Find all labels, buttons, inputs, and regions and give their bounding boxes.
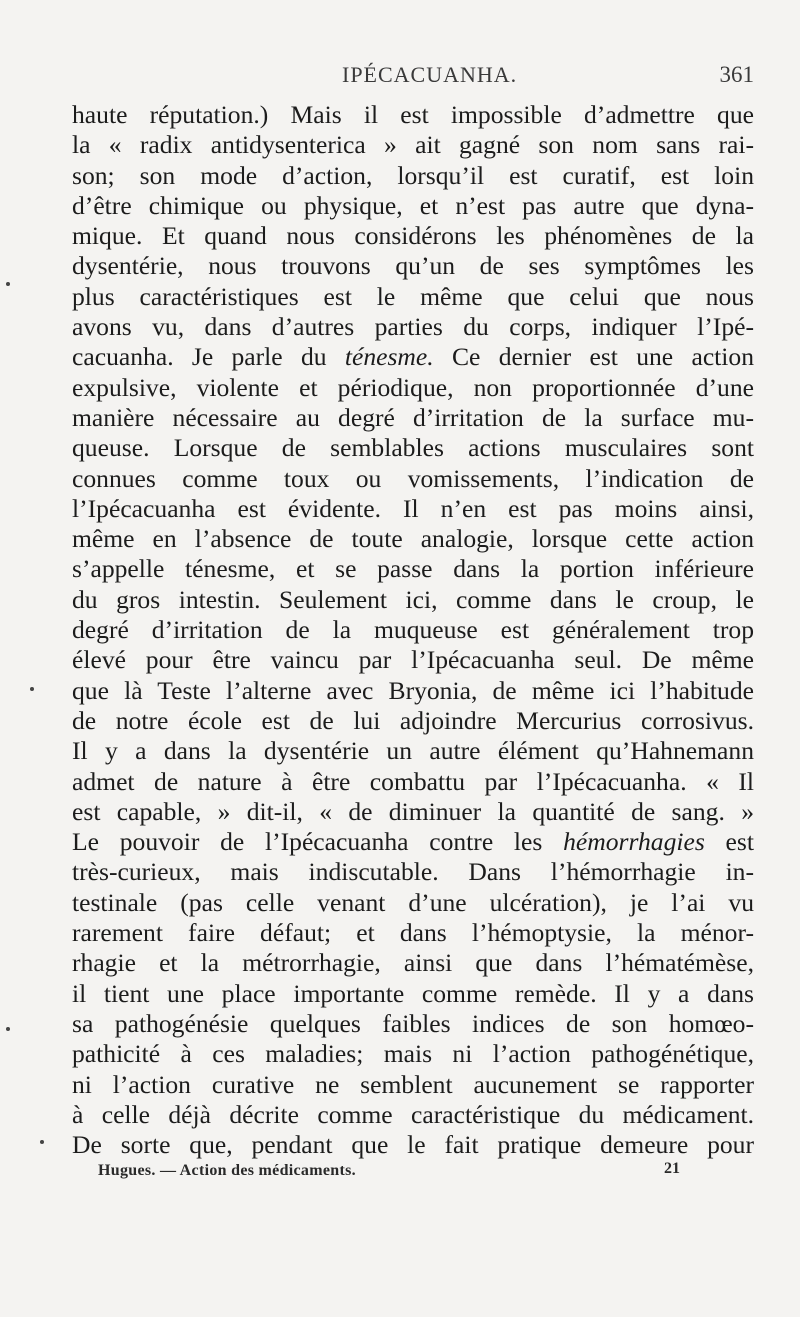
margin-speck bbox=[40, 1140, 44, 1144]
text-line: haute réputation.) Mais il est impossible d’admettre que bbox=[72, 100, 754, 129]
text-line: s’appelle ténesme, et se passe dans la portion inférieure bbox=[72, 554, 754, 584]
text-line: testinale (pas celle venant d’une ulcération), je l’ai vu bbox=[72, 887, 754, 917]
text-line: même en l’absence de toute analogie, lorsque cette action bbox=[72, 524, 754, 554]
text-line: admet de nature à être combattu par l’Ipécacuanha. « Il bbox=[72, 766, 754, 796]
text-line: mique. Et quand nous considérons les phénomènes de la bbox=[72, 221, 754, 251]
text-line: rhagie et la métrorrhagie, ainsi que dans l’hématémèse, bbox=[72, 948, 754, 978]
text-line: de notre école est de lui adjoindre Mercurius corrosivus. bbox=[72, 705, 754, 735]
page-header bbox=[72, 52, 754, 96]
text-line: ni l’action curative ne semblent aucunement se rapporter bbox=[72, 1069, 754, 1099]
margin-speck bbox=[6, 1027, 10, 1031]
italic-term: hémorrhagies bbox=[563, 827, 705, 857]
text-line: plus caractéristiques est le même que celui que nous bbox=[72, 281, 754, 311]
text-line: avons vu, dans d’autres parties du corps, indiquer l’Ipé- bbox=[72, 312, 754, 342]
text-line: Il y a dans la dysentérie un autre élément qu’Hahnemann bbox=[72, 736, 754, 766]
text-line: son; son mode d’action, lorsqu’il est curatif, est loin bbox=[72, 160, 754, 190]
text-line: d’être chimique ou physique, et n’est pas autre que dyna- bbox=[72, 190, 754, 220]
text-line: sa pathogénésie quelques faibles indices de son homœo- bbox=[72, 1008, 754, 1038]
text-line: rarement faire défaut; et dans l’hémoptysie, la ménor- bbox=[72, 918, 754, 948]
text-line: il tient une place importante comme remède. Il y a dans bbox=[72, 978, 754, 1008]
signature-line: Hugues. — Action des médicaments. bbox=[98, 1162, 356, 1180]
text-line: cacuanha. Je parle du ténesme. Ce dernier est une action bbox=[72, 342, 754, 372]
text-line: du gros intestin. Seulement ici, comme dans le croup, le bbox=[72, 584, 754, 614]
running-head: IPÉCACUANHA. bbox=[342, 62, 518, 87]
text-line: pathicité à ces maladies; mais ni l’action pathogénétique, bbox=[72, 1039, 754, 1069]
margin-speck bbox=[30, 687, 34, 691]
text-line: très-curieux, mais indiscutable. Dans l’hémorrhagie in- bbox=[72, 857, 754, 887]
text-line: élevé pour être vaincu par l’Ipécacuanha seul. De même bbox=[72, 645, 754, 675]
text-line: que là Teste l’alterne avec Bryonia, de même ici l’habitude bbox=[72, 675, 754, 705]
text-line: expulsive, violente et périodique, non proportionnée d’une bbox=[72, 372, 754, 402]
page-number: 361 bbox=[719, 62, 754, 87]
text-line: manière nécessaire au degré d’irritation de la surface mu- bbox=[72, 402, 754, 432]
text-line: est capable, » dit-il, « de diminuer la quantité de sang. » bbox=[72, 796, 754, 826]
text-line: connues comme toux ou vomissements, l’indication de bbox=[72, 463, 754, 493]
italic-term: ténesme. bbox=[344, 342, 434, 372]
text-line: dysentérie, nous trouvons qu’un de ses symptômes les bbox=[72, 251, 754, 281]
text-line: la « radix antidysenterica » ait gagné son nom sans rai- bbox=[72, 130, 754, 160]
sheet-number: 21 bbox=[664, 1160, 680, 1178]
text-line: queuse. Lorsque de semblables actions musculaires sont bbox=[72, 433, 754, 463]
text-line: Le pouvoir de l’Ipécacuanha contre les hémorrhagies est bbox=[72, 827, 754, 857]
text-line: l’Ipécacuanha est évidente. Il n’en est pas moins ainsi, bbox=[72, 493, 754, 523]
page-footer bbox=[72, 1162, 754, 1188]
text-line: degré d’irritation de la muqueuse est généralement trop bbox=[72, 615, 754, 645]
text-line: De sorte que, pendant que le fait pratique demeure pour bbox=[72, 1130, 754, 1160]
margin-speck bbox=[6, 282, 10, 286]
body-text bbox=[72, 100, 754, 1160]
text-line: à celle déjà décrite comme caractéristique du médicament. bbox=[72, 1099, 754, 1129]
